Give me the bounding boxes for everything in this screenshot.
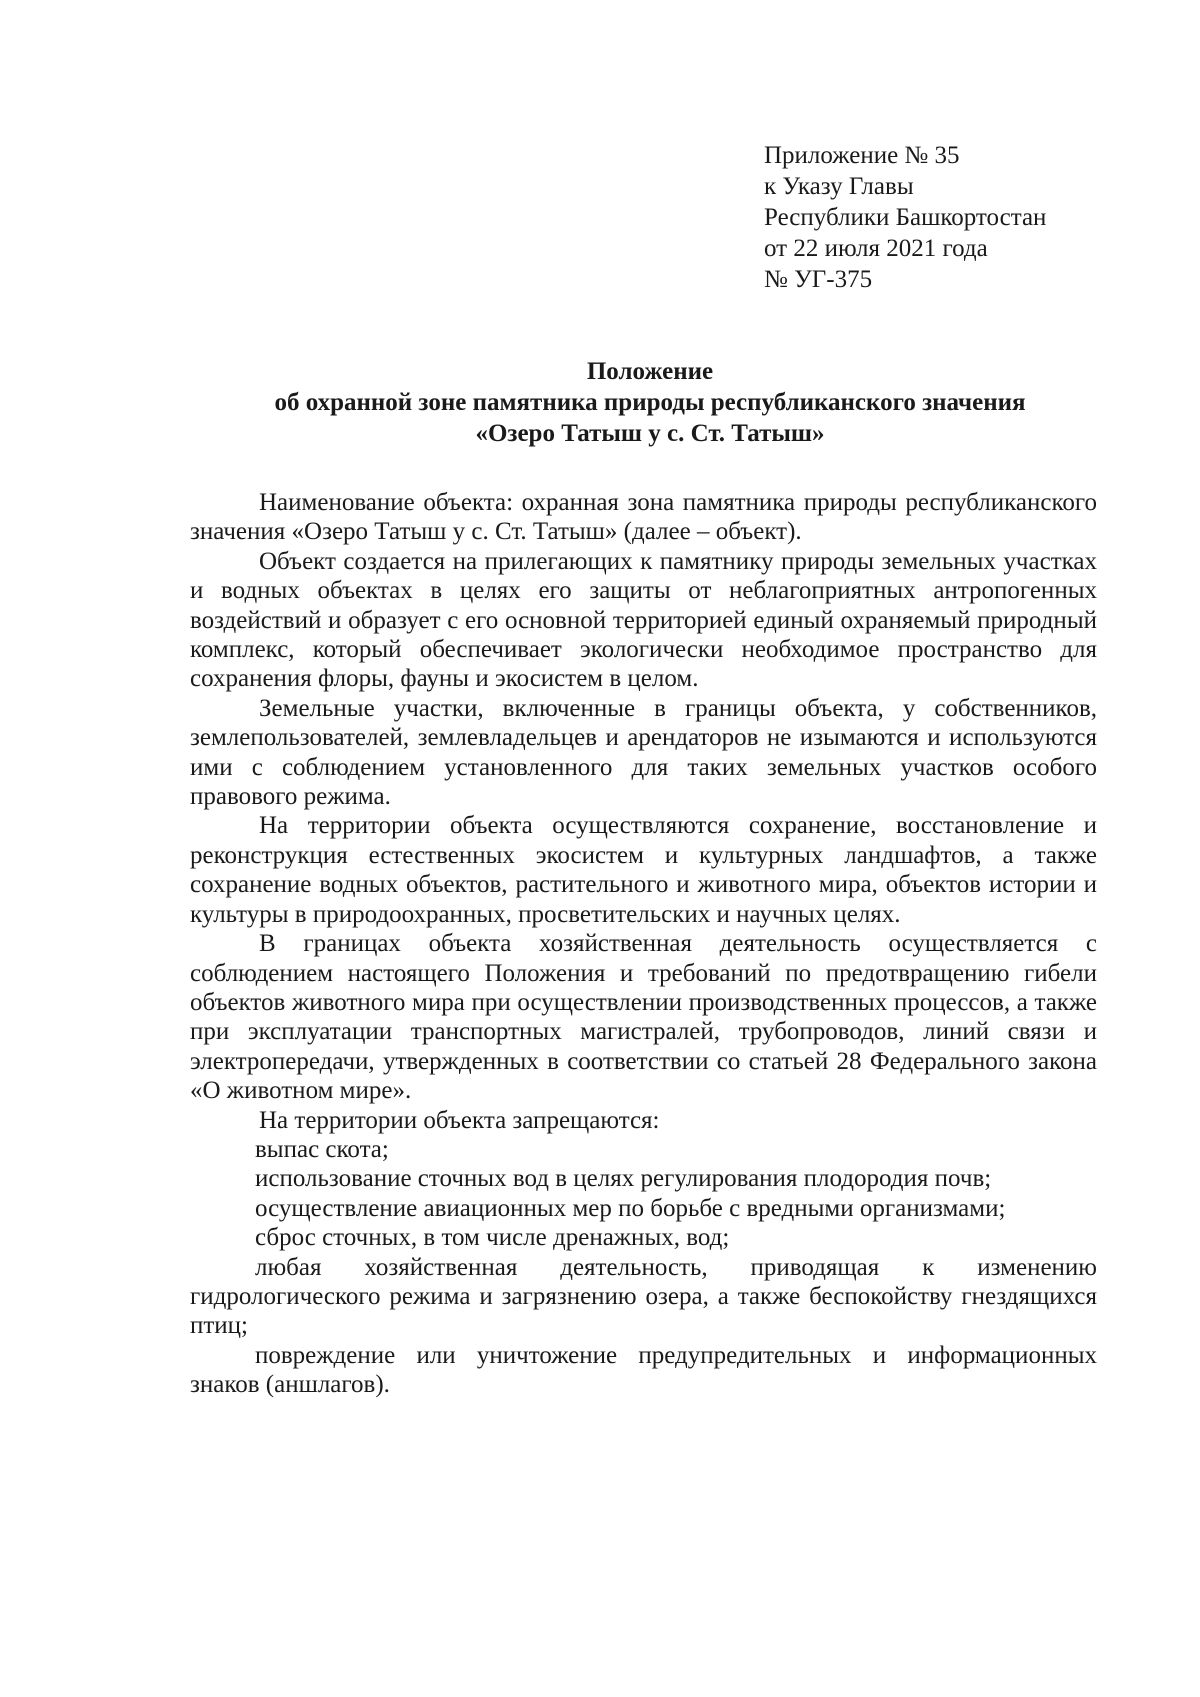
appendix-date: от 22 июля 2021 года — [764, 235, 988, 262]
appendix-decree-number: № УГ-375 — [764, 266, 873, 293]
paragraph-economic-activity: В границах объекта хозяйственная деятельность осуществляется с соблюдением настоящего Положения и требований по предотвращению гибели объектов животного мира при осуществлении производственных процессов, а также при эксплуатации транспортных магистралей, трубопроводов, линий связи и электропередачи, утвержденных в соответствии со статьей 28 Федерального закона «О животном мире». — [190, 930, 1097, 1105]
prohibition-item: сброс сточных, в том числе дренажных, вод; — [255, 1224, 730, 1252]
appendix-decree-ref: к Указу Главы — [764, 173, 914, 200]
title-subject: об охранной зоне памятника природы республиканского значения — [274, 389, 1026, 416]
prohibition-item: любая хозяйственная деятельность, приводящая к изменению гидрологического режима и загрязнению озера, а также беспокойству гнездящихся птиц; — [190, 1253, 1097, 1340]
prohibition-item: повреждение или уничтожение предупредительных и информационных знаков (аншлагов). — [190, 1341, 1097, 1399]
paragraph-purpose: Объект создается на прилегающих к памятнику природы земельных участках и водных объектах в целях его защиты от неблагоприятных антропогенных воздействий и образует с его основной территорией единый охраняемый природный комплекс, который обеспечивает экологически необходимое пространство для сохранения флоры, фауны и экосистем в целом. — [190, 547, 1097, 693]
paragraph-activities: На территории объекта осуществляются сохранение, восстановление и реконструкция естественных экосистем и культурных ландшафтов, а также сохранение водных объектов, растительного и животного мира, объектов истории и культуры в природоохранных, просветительских и научных целях. — [190, 812, 1097, 928]
appendix-republic: Республики Башкортостан — [764, 204, 1047, 231]
paragraph-object-name: Наименование объекта: охранная зона памятника природы республиканского значения «Озеро Татыш у с. Ст. Татыш» (далее – объект). — [190, 489, 1097, 546]
appendix-number: Приложение № 35 — [764, 142, 960, 169]
document-title — [150, 356, 1150, 449]
prohibition-item: осуществление авиационных мер по борьбе с вредными организмами; — [255, 1194, 1006, 1222]
document-body — [190, 488, 1097, 1400]
title-object-name: «Озеро Татыш у с. Ст. Татыш» — [475, 420, 825, 447]
prohibition-item: использование сточных вод в целях регулирования плодородия почв; — [255, 1165, 992, 1193]
title-heading: Положение — [586, 358, 714, 385]
appendix-reference — [764, 140, 1046, 295]
prohibition-item: выпас скота; — [255, 1135, 389, 1163]
paragraph-land-plots: Земельные участки, включенные в границы объекта, у собственников, землепользователей, землевладельцев и арендаторов не изымаются и используются ими с соблюдением установленного для таких земельных участков особого правового режима. — [190, 694, 1097, 811]
paragraph-prohibitions-intro: На территории объекта запрещаются: — [259, 1106, 660, 1134]
